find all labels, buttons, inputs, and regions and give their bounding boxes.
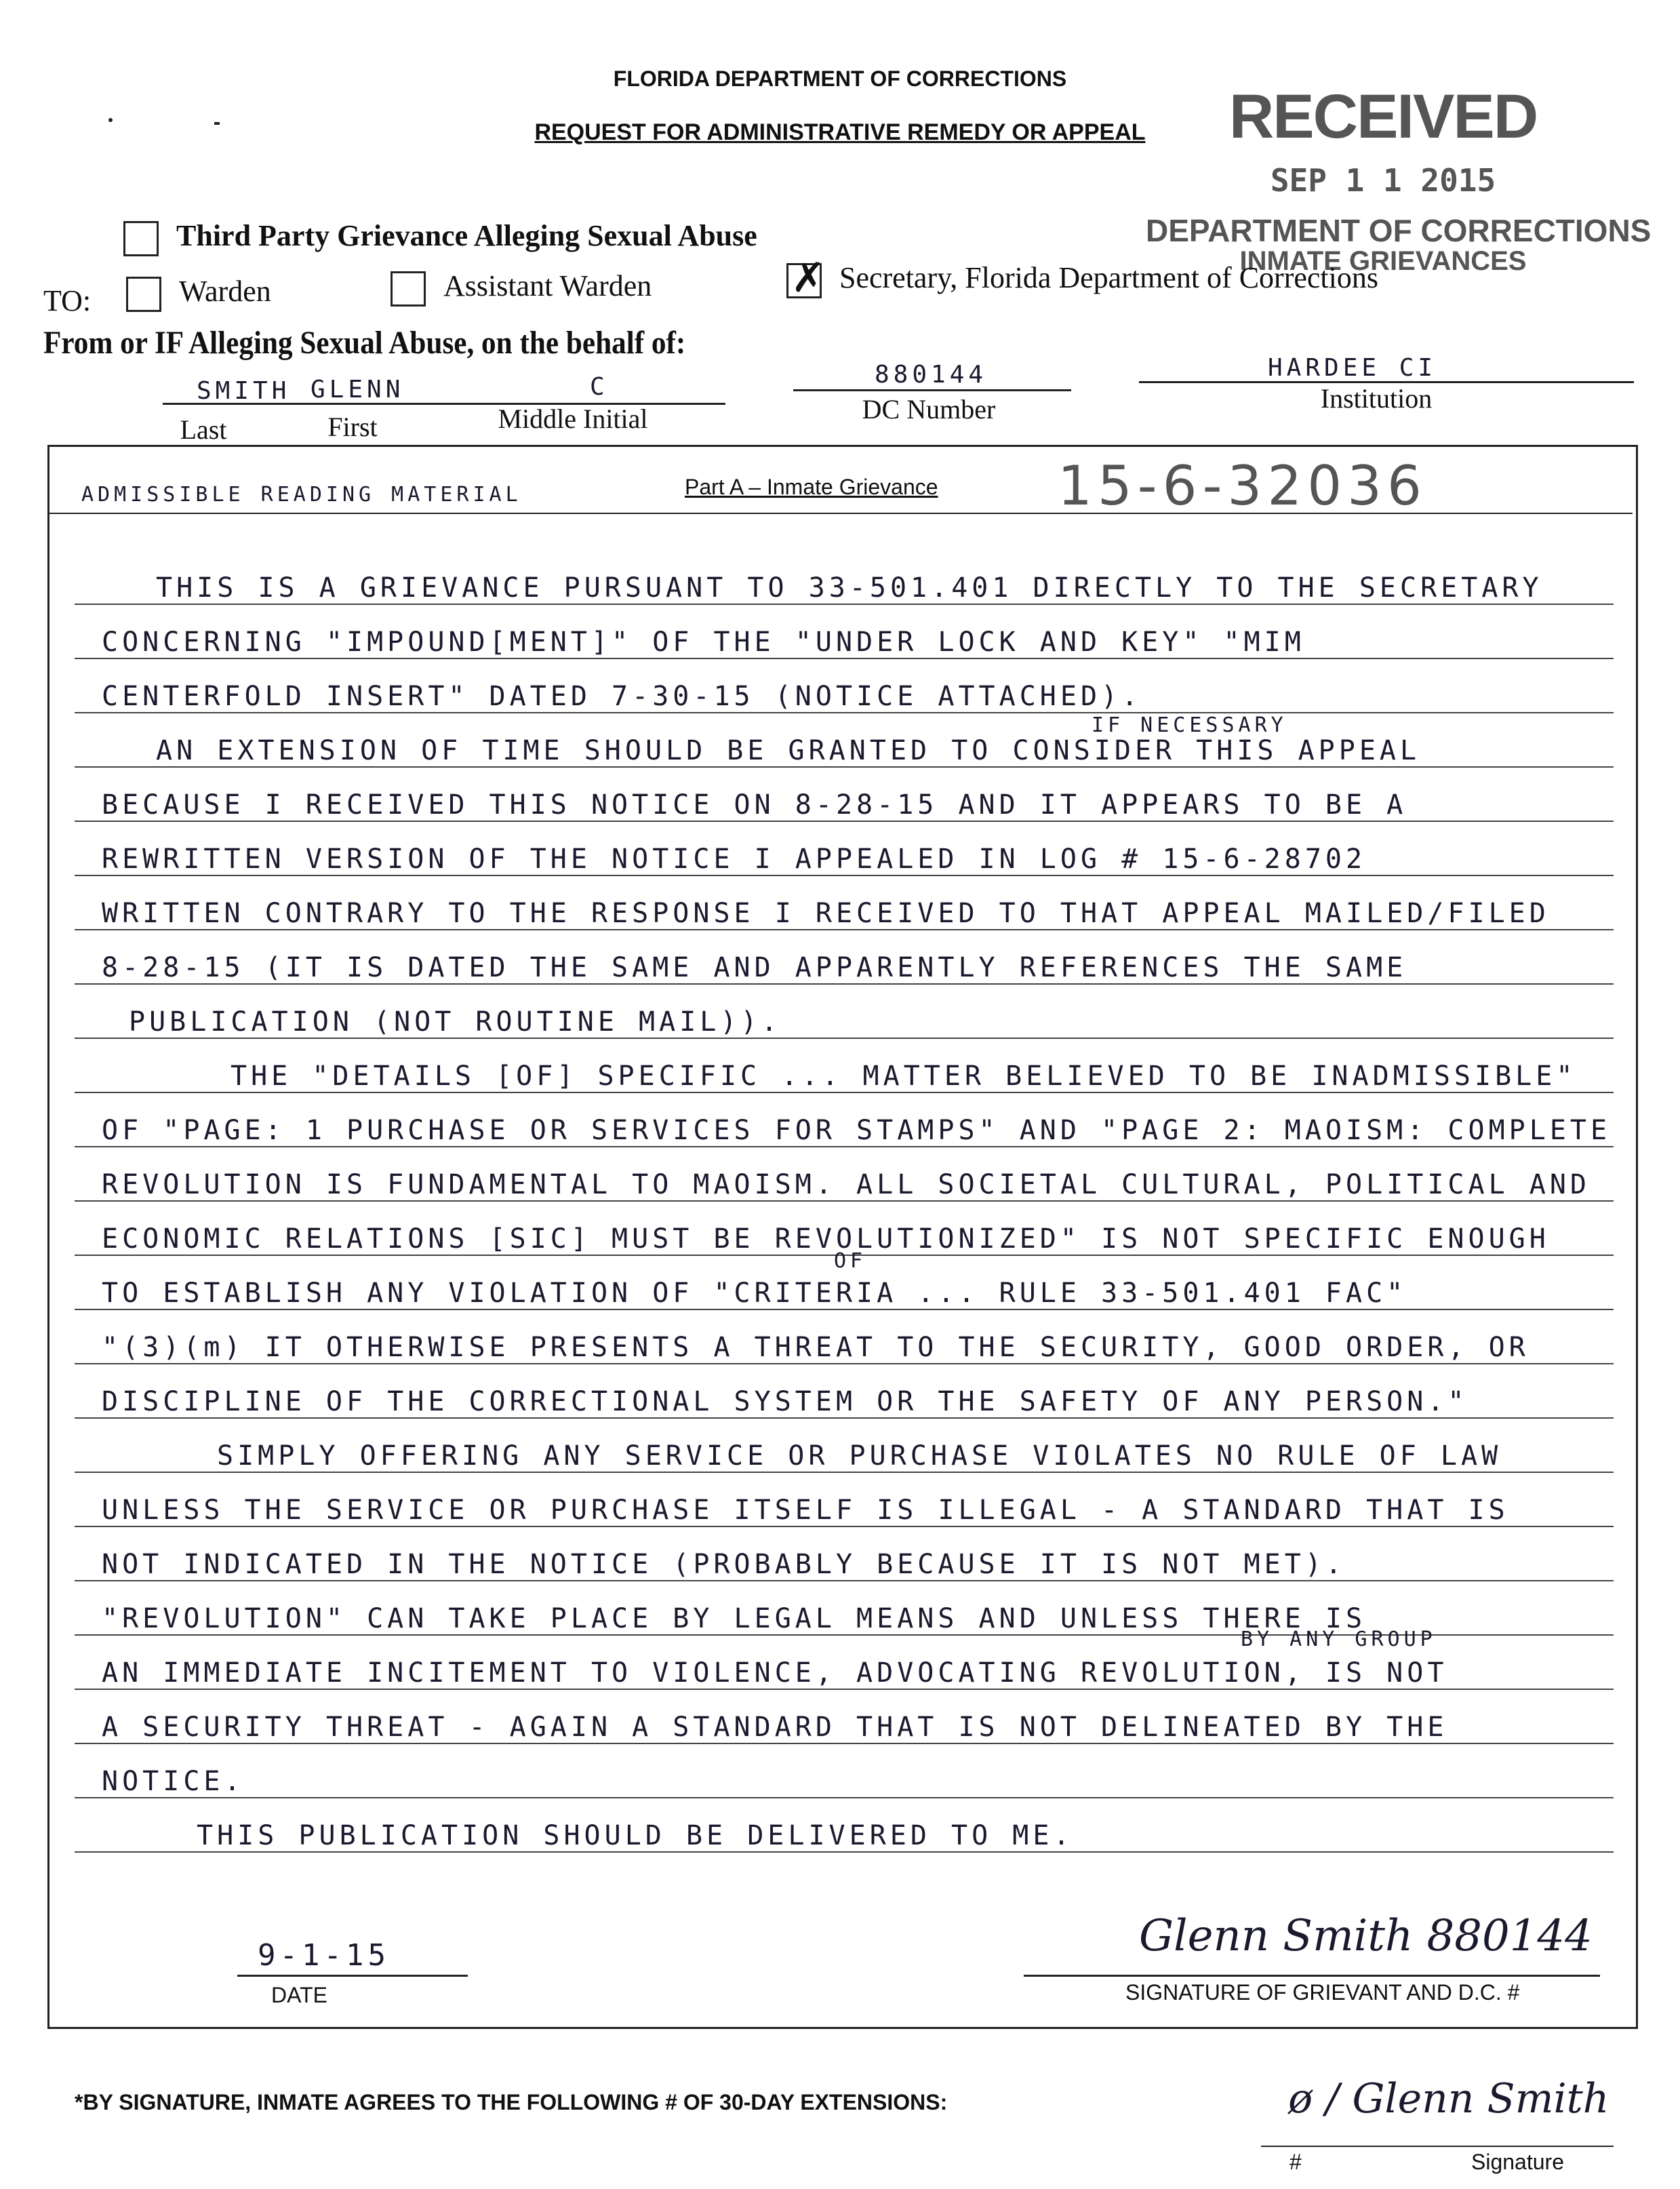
first-label: First [327,412,378,442]
grievance-line[interactable]: THE "DETAILS [OF] SPECIFIC ... MATTER BELIEVED TO BE INADMISSIBLE" [231,1061,1577,1092]
grievance-line[interactable]: AN IMMEDIATE INCITEMENT TO VIOLENCE, ADVOCATING REVOLUTION, IS NOT [102,1657,1448,1689]
last-name-value[interactable]: SMITH [197,377,291,405]
assistant-warden-checkbox[interactable] [391,271,426,307]
part-a-title: Part A – Inmate Grievance [685,475,938,499]
secretary-checkbox[interactable] [786,254,826,302]
grievance-line[interactable]: TO ESTABLISH ANY VIOLATION OF "CRITERIA ... RULE 33-501.401 FAC" [102,1278,1407,1309]
grievant-signature[interactable]: Glenn Smith 880144 [1139,1911,1593,1961]
scan-speck [108,118,113,122]
third-party-label: Third Party Grievance Alleging Sexual Abuse [176,219,757,252]
date-underline [237,1975,468,1977]
grievance-line[interactable]: REVOLUTION IS FUNDAMENTAL TO MAOISM. ALL SOCIETAL CULTURAL, POLITICAL AND [102,1169,1591,1200]
warden-label: Warden [179,275,271,308]
ruled-line [75,821,1614,822]
grievance-line[interactable]: REWRITTEN VERSION OF THE NOTICE I APPEALED IN LOG # 15-6-28702 [102,844,1367,875]
log-number: 15-6-32036 [1058,454,1427,517]
grievance-line[interactable]: NOT INDICATED IN THE NOTICE (PROBABLY BECAUSE IT IS NOT MET). [102,1549,1346,1580]
ruled-line [75,1580,1614,1581]
extensions-number-label: # [1289,2150,1302,2174]
received-stamp-dept: DEPARTMENT OF CORRECTIONS [1146,213,1652,248]
grievance-line[interactable]: NOTICE. [102,1766,245,1797]
third-party-checkbox[interactable] [123,221,159,256]
extensions-value[interactable]: ø / Glenn Smith [1288,2075,1609,2123]
middle-initial-value[interactable]: C [590,373,609,401]
signature-underline [1024,1975,1600,1977]
ruled-line [75,875,1614,876]
ruled-line [75,1363,1614,1364]
grievance-line[interactable]: BECAUSE I RECEIVED THIS NOTICE ON 8-28-15 AND IT APPEARS TO BE A [102,789,1407,821]
extensions-statement: *BY SIGNATURE, INMATE AGREES TO THE FOLLOWING # OF 30-DAY EXTENSIONS: [75,2090,948,2114]
interlinear-note[interactable]: BY ANY GROUP [1241,1628,1437,1651]
assistant-warden-label: Assistant Warden [443,269,652,302]
last-label: Last [180,414,227,445]
grievance-line[interactable]: AN EXTENSION OF TIME SHOULD BE GRANTED TO CONSIDER THIS APPEAL [156,735,1421,766]
ruled-line [75,1797,1614,1798]
from-label: From or IF Alleging Sexual Abuse, on the behalf of: [43,325,686,361]
grievance-line[interactable]: THIS PUBLICATION SHOULD BE DELIVERED TO ME. [197,1820,1074,1851]
first-name-value[interactable]: GLENN [311,376,405,403]
ruled-line [75,1526,1614,1527]
part-a-divider [49,513,1633,514]
ruled-line [75,1472,1614,1473]
received-stamp-title: RECEIVED [1228,82,1538,151]
ruled-line [75,1309,1614,1310]
ruled-line [75,658,1614,659]
grievance-line[interactable]: CENTERFOLD INSERT" DATED 7-30-15 (NOTICE ATTACHED). [102,681,1142,712]
third-party-option[interactable] [123,218,757,256]
ruled-line [75,1851,1614,1853]
dc-number-value[interactable]: 880144 [875,361,988,389]
grievance-line[interactable]: UNLESS THE SERVICE OR PURCHASE ITSELF IS ILLEGAL - A STANDARD THAT IS [102,1495,1509,1526]
received-stamp-division: INMATE GRIEVANCES [1239,246,1527,276]
secretary-option[interactable] [786,254,1378,302]
grievance-line[interactable]: 8-28-15 (IT IS DATED THE SAME AND APPARENTLY REFERENCES THE SAME [102,952,1407,983]
grievance-line[interactable]: OF "PAGE: 1 PURCHASE OR SERVICES FOR STAMPS" AND "PAGE 2: MAOISM: COMPLETE [102,1115,1612,1146]
grievance-line[interactable]: DISCIPLINE OF THE CORRECTIONAL SYSTEM OR THE SAFETY OF ANY PERSON." [102,1386,1468,1417]
ruled-line [75,983,1614,985]
scan-speck [214,122,220,125]
grievance-line[interactable]: THIS IS A GRIEVANCE PURSUANT TO 33-501.401 DIRECTLY TO THE SECRETARY [156,572,1543,604]
ruled-line [75,929,1614,930]
grievance-line[interactable]: PUBLICATION (NOT ROUTINE MAIL)). [129,1006,782,1038]
grievance-line[interactable]: SIMPLY OFFERING ANY SERVICE OR PURCHASE VIOLATES NO RULE OF LAW [217,1440,1502,1472]
ruled-line [75,1200,1614,1202]
ruled-line [75,1038,1614,1039]
interlinear-note[interactable]: IF NECESSARY [1092,713,1287,737]
grievance-line[interactable]: "REVOLUTION" CAN TAKE PLACE BY LEGAL MEANS AND UNLESS THERE IS [102,1603,1367,1634]
middle-initial-label: Middle Initial [498,403,648,434]
signature-label: SIGNATURE OF GRIEVANT AND D.C. # [1125,1980,1520,2005]
department-heading: FLORIDA DEPARTMENT OF CORRECTIONS [613,66,1067,91]
ruled-line [75,712,1614,713]
grievance-line[interactable]: A SECURITY THREAT - AGAIN A STANDARD THAT IS NOT DELINEATED BY THE [102,1712,1448,1743]
ruled-line [75,1417,1614,1419]
ruled-line [75,1146,1614,1147]
grievance-subject[interactable]: ADMISSIBLE READING MATERIAL [81,483,522,507]
extensions-signature-label: Signature [1471,2150,1564,2174]
received-stamp-date: SEP 1 1 2015 [1270,162,1496,199]
ruled-line [75,604,1614,605]
grievance-line[interactable]: "(3)(m) IT OTHERWISE PRESENTS A THREAT TO THE SECURITY, GOOD ORDER, OR [102,1332,1529,1363]
warden-checkbox[interactable] [126,277,161,312]
extensions-underline [1261,2146,1614,2147]
grievance-line[interactable]: ECONOMIC RELATIONS [SIC] MUST BE REVOLUTIONIZED" IS NOT SPECIFIC ENOUGH [102,1223,1550,1255]
ruled-line [75,1743,1614,1744]
warden-option[interactable] [126,274,271,312]
ruled-line [75,1092,1614,1093]
dc-underline [793,389,1071,391]
dc-number-label: DC Number [862,394,996,425]
institution-value[interactable]: HARDEE CI [1268,354,1437,382]
date-value[interactable]: 9-1-15 [258,1938,390,1973]
interlinear-note[interactable]: OF [834,1249,867,1273]
secretary-label: Secretary, Florida Department of Corrections [839,261,1378,294]
date-label: DATE [271,1983,327,2007]
grievance-line[interactable]: CONCERNING "IMPOUND[MENT]" OF THE "UNDER LOCK AND KEY" "MIM [102,627,1305,658]
assistant-warden-option[interactable] [391,269,652,307]
form-title: REQUEST FOR ADMINISTRATIVE REMEDY OR APPEAL [534,119,1146,145]
institution-label: Institution [1320,383,1433,414]
ruled-line [75,1689,1614,1690]
check-mark-icon: ✗ [791,254,826,302]
to-label: TO: [43,284,92,317]
grievance-line[interactable]: WRITTEN CONTRARY TO THE RESPONSE I RECEIVED TO THAT APPEAL MAILED/FILED [102,898,1550,929]
ruled-line [75,766,1614,768]
received-stamp [1146,81,1652,277]
